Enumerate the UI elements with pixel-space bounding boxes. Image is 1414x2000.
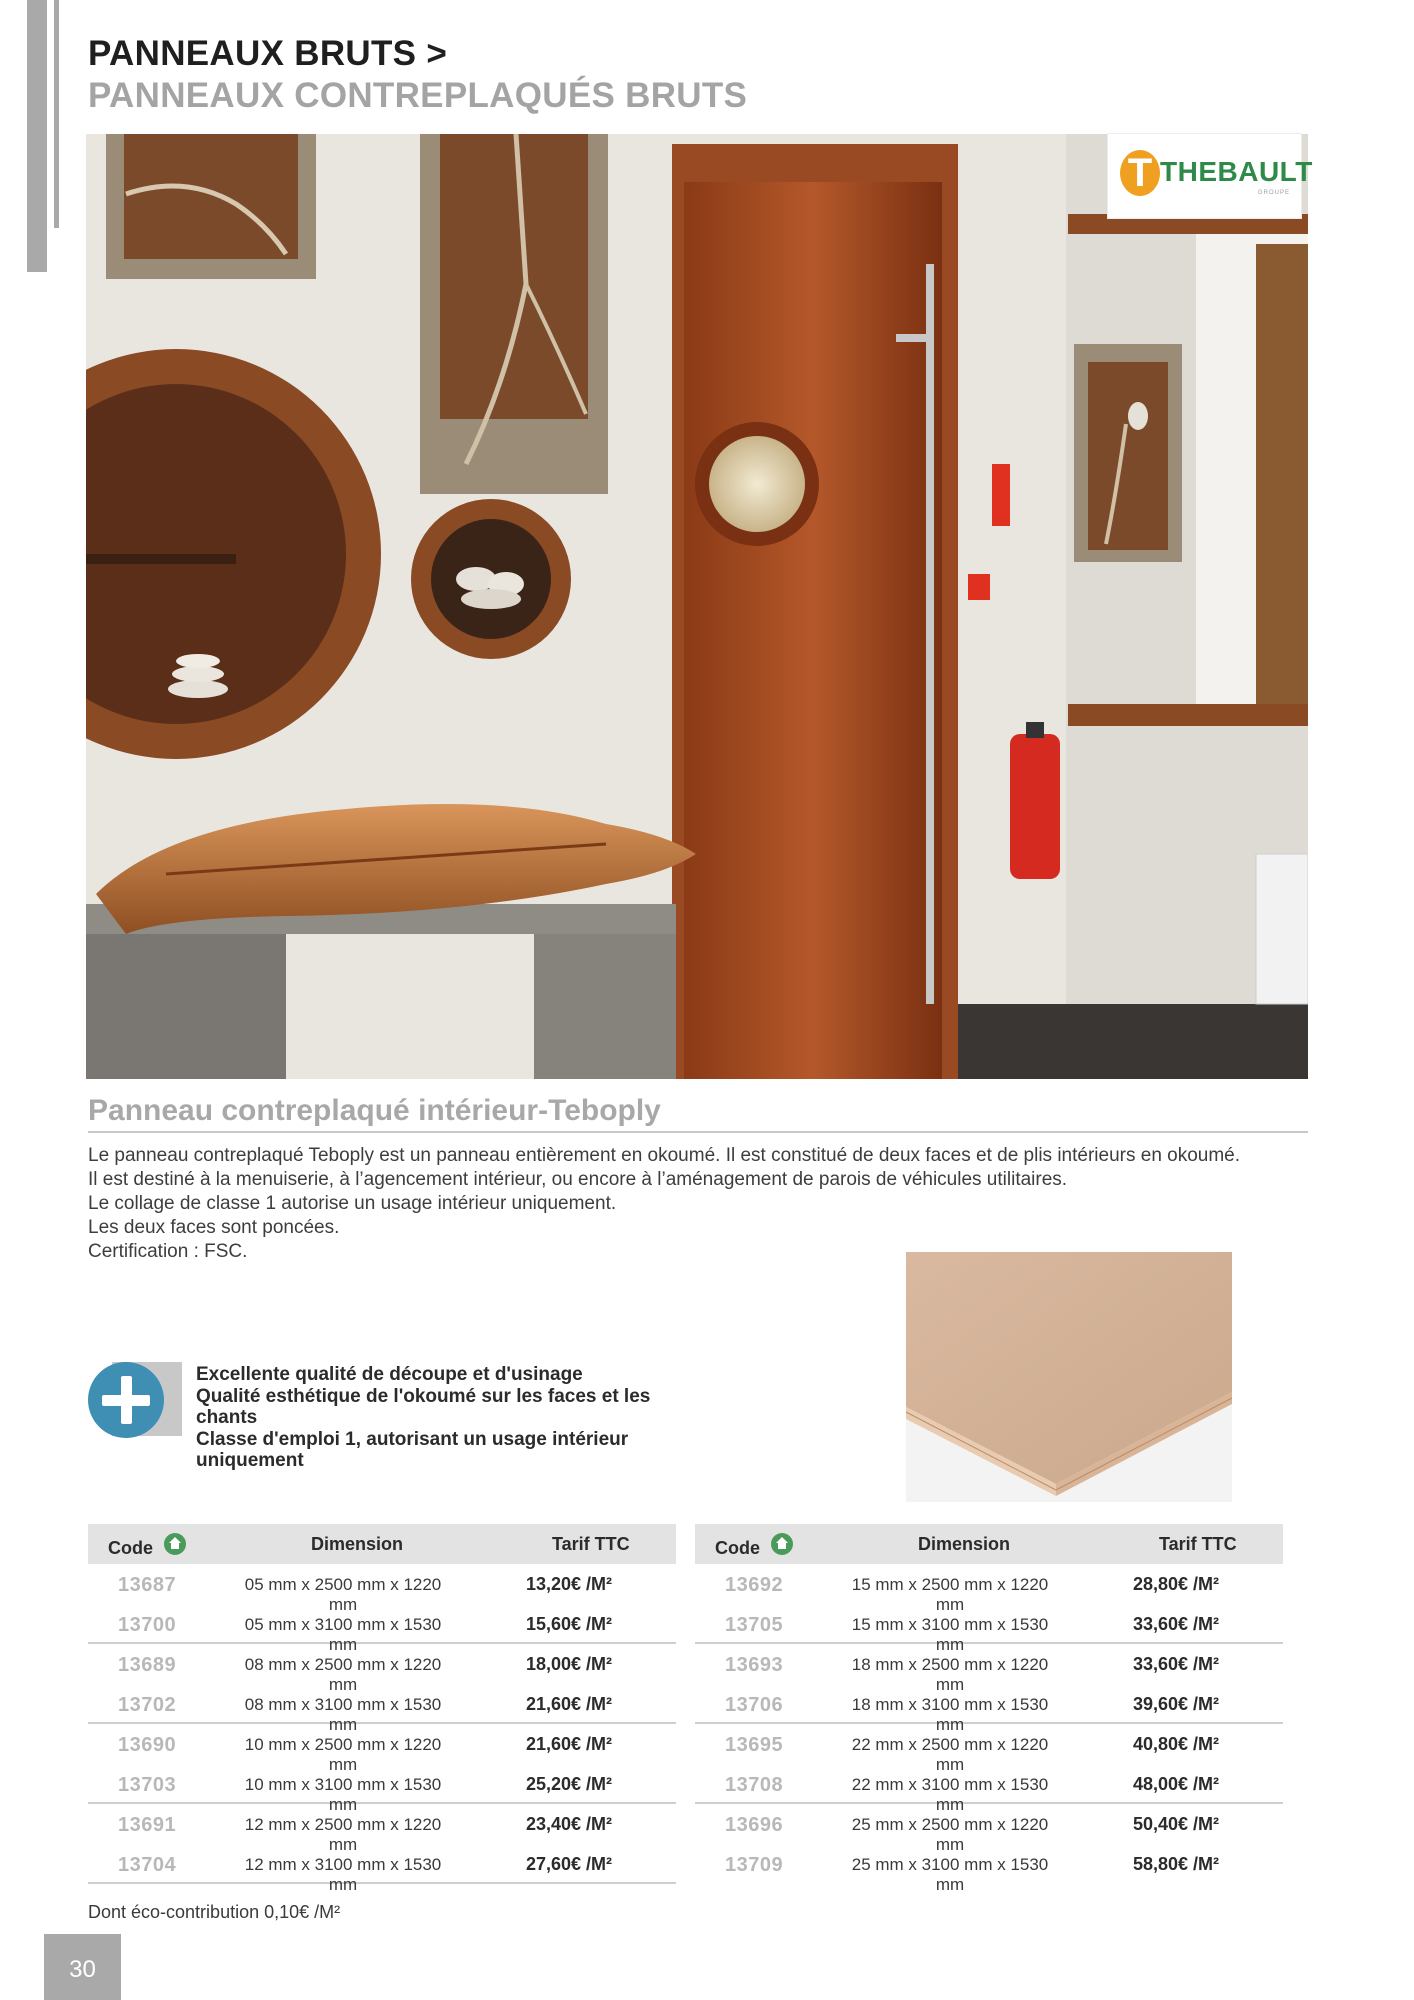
row-price: 39,60€ /M² (1133, 1694, 1220, 1714)
row-dimension: 15 mm x 3100 mm x 1530 mm (851, 1615, 1049, 1654)
row-price: 27,60€ /M² (526, 1854, 613, 1874)
title-divider (88, 1131, 1308, 1133)
row-code: 13700 (118, 1614, 177, 1636)
plywood-panel-illustration (906, 1252, 1232, 1502)
table-row (695, 1844, 1283, 1894)
row-code: 13708 (725, 1774, 784, 1796)
description-paragraph: Le panneau contreplaqué Teboply est un panneau entièrement en okoumé. Il est constitué de deux faces et de plis intérieurs en okoumé. (88, 1145, 1241, 1166)
brand-logo-tagline: GROUPE (1258, 190, 1291, 196)
row-price: 25,20€ /M² (526, 1774, 613, 1794)
house-icon (164, 1533, 186, 1555)
table-row (88, 1644, 676, 1694)
row-price: 58,80€ /M² (1133, 1854, 1220, 1874)
header-price: Tarif TTC (552, 1534, 630, 1554)
page-title-category: PANNEAUX BRUTS > (88, 34, 448, 73)
row-dimension: 18 mm x 3100 mm x 1530 mm (851, 1695, 1049, 1734)
row-code: 13692 (725, 1574, 784, 1596)
row-code: 13695 (725, 1734, 784, 1756)
row-price: 33,60€ /M² (1133, 1614, 1220, 1634)
product-description (88, 1144, 1313, 1264)
price-table-right (695, 1524, 1283, 1894)
brand-logo-mark: T (1120, 150, 1160, 196)
price-table-left (88, 1524, 676, 1894)
row-dimension: 22 mm x 3100 mm x 1530 mm (851, 1775, 1049, 1814)
row-price: 23,40€ /M² (526, 1814, 613, 1834)
row-dimension: 08 mm x 3100 mm x 1530 mm (244, 1695, 442, 1734)
row-dimension: 25 mm x 3100 mm x 1530 mm (851, 1855, 1049, 1894)
price-table-header (695, 1524, 1283, 1564)
row-code: 13693 (725, 1654, 784, 1676)
row-dimension: 22 mm x 2500 mm x 1220 mm (851, 1735, 1049, 1774)
table-row (695, 1724, 1283, 1774)
side-bar-decoration (27, 0, 47, 272)
page-number: 30 (69, 1956, 96, 1983)
row-code: 13709 (725, 1854, 784, 1876)
row-price: 50,40€ /M² (1133, 1814, 1220, 1834)
benefit-item: Qualité esthétique de l'okoumé sur les faces et les chants (196, 1385, 651, 1428)
row-dimension: 18 mm x 2500 mm x 1220 mm (851, 1655, 1049, 1694)
row-price: 28,80€ /M² (1133, 1574, 1220, 1594)
table-row (88, 1804, 676, 1854)
header-code: Code (108, 1538, 153, 1558)
row-dimension: 25 mm x 2500 mm x 1220 mm (851, 1815, 1049, 1854)
row-price: 18,00€ /M² (526, 1654, 613, 1674)
description-paragraph: Certification : FSC. (88, 1241, 248, 1262)
row-code: 13706 (725, 1694, 784, 1716)
header-dimension: Dimension (918, 1534, 1011, 1554)
row-code: 13689 (118, 1654, 177, 1676)
header-dimension: Dimension (311, 1534, 404, 1554)
table-row (695, 1564, 1283, 1614)
table-row (88, 1564, 676, 1614)
row-dimension: 05 mm x 2500 mm x 1220 mm (244, 1575, 442, 1614)
product-benefits (196, 1364, 716, 1472)
row-price: 15,60€ /M² (526, 1614, 613, 1634)
house-icon (771, 1533, 793, 1555)
table-row (695, 1684, 1283, 1734)
row-code: 13691 (118, 1814, 177, 1836)
description-paragraph: Il est destiné à la menuiserie, à l’agencement intérieur, ou encore à l’aménagement de parois de véhicules utilitaires. (88, 1169, 1068, 1190)
row-code: 13690 (118, 1734, 177, 1756)
row-dimension: 12 mm x 2500 mm x 1220 mm (244, 1815, 442, 1854)
hero-photo (86, 134, 1308, 1079)
table-row (695, 1804, 1283, 1854)
plus-icon (88, 1362, 164, 1438)
table-row (88, 1844, 676, 1894)
header-code: Code (715, 1538, 760, 1558)
row-dimension: 10 mm x 2500 mm x 1220 mm (244, 1735, 442, 1774)
table-row (88, 1764, 676, 1814)
row-code: 13687 (118, 1574, 177, 1596)
row-dimension: 12 mm x 3100 mm x 1530 mm (244, 1855, 442, 1894)
benefit-item: Excellente qualité de découpe et d'usinage (196, 1364, 583, 1385)
table-row (695, 1644, 1283, 1694)
row-code: 13696 (725, 1814, 784, 1836)
eco-contribution-note: Dont éco-contribution 0,10€ /M² (88, 1902, 341, 1922)
description-paragraph: Le collage de classe 1 autorise un usage intérieur uniquement. (88, 1193, 617, 1214)
row-price: 48,00€ /M² (1133, 1774, 1220, 1794)
plywood-panel-image (906, 1252, 1232, 1502)
row-price: 21,60€ /M² (526, 1734, 613, 1754)
table-row (695, 1764, 1283, 1814)
brand-logo (1107, 133, 1313, 219)
row-code: 13705 (725, 1614, 784, 1636)
row-code: 13704 (118, 1854, 177, 1876)
row-dimension: 15 mm x 2500 mm x 1220 mm (851, 1575, 1049, 1614)
benefit-item: Classe d'emploi 1, autorisant un usage intérieur uniquement (196, 1428, 629, 1471)
interior-scene-illustration (86, 134, 1308, 1079)
row-price: 13,20€ /M² (526, 1574, 613, 1594)
row-price: 33,60€ /M² (1133, 1654, 1220, 1674)
table-row (88, 1724, 676, 1774)
brand-logo-text: THEBAULT (1160, 156, 1313, 187)
table-row (88, 1604, 676, 1654)
page-title-subcategory: PANNEAUX CONTREPLAQUÉS BRUTS (88, 76, 748, 115)
price-table-header (88, 1524, 676, 1564)
header-price: Tarif TTC (1159, 1534, 1237, 1554)
page-number-badge (44, 1934, 121, 2000)
table-row (695, 1604, 1283, 1654)
row-code: 13703 (118, 1774, 177, 1796)
row-price: 40,80€ /M² (1133, 1734, 1220, 1754)
description-paragraph: Les deux faces sont poncées. (88, 1217, 340, 1238)
row-dimension: 08 mm x 2500 mm x 1220 mm (244, 1655, 442, 1694)
row-dimension: 05 mm x 3100 mm x 1530 mm (244, 1615, 442, 1654)
row-dimension: 10 mm x 3100 mm x 1530 mm (244, 1775, 442, 1814)
table-row (88, 1684, 676, 1734)
row-price: 21,60€ /M² (526, 1694, 613, 1714)
product-title: Panneau contreplaqué intérieur-Teboply (88, 1094, 661, 1127)
row-code: 13702 (118, 1694, 177, 1716)
side-bar-decoration-thin (54, 0, 59, 228)
